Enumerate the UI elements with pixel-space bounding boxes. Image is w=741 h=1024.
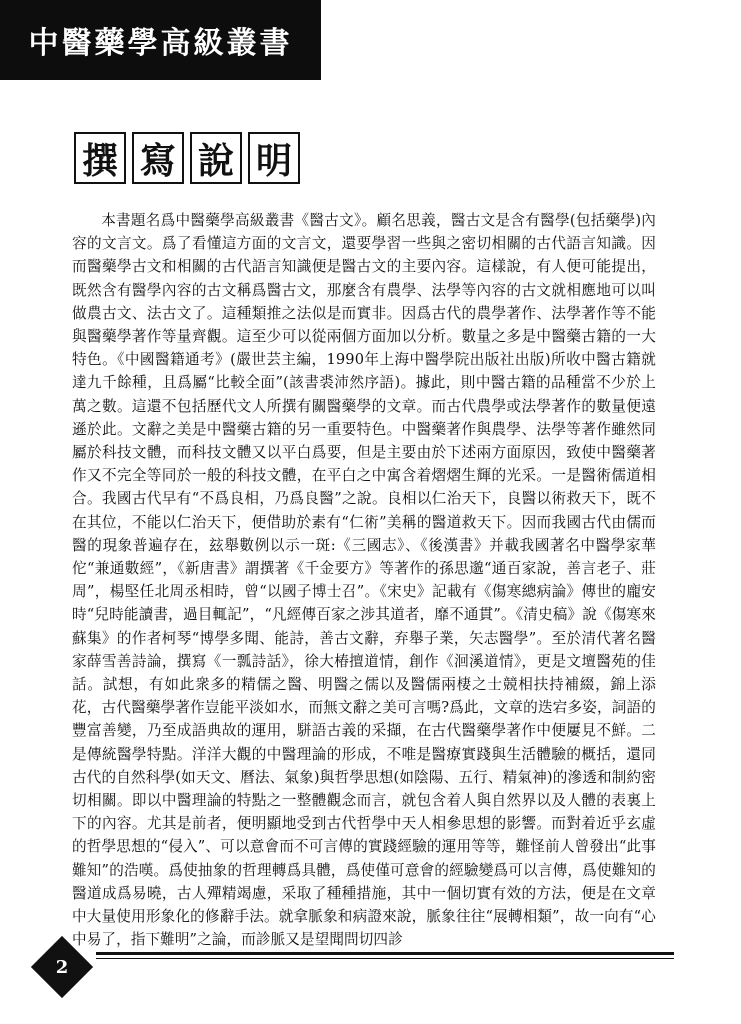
page-number-badge xyxy=(31,936,93,998)
series-title-banner xyxy=(0,0,321,80)
page-number: 2 xyxy=(55,956,69,978)
section-title-char: 說 xyxy=(190,132,242,184)
section-title-char: 寫 xyxy=(132,132,184,184)
section-title-char: 撰 xyxy=(74,132,126,184)
body-paragraph: 本書題名爲中醫藥學高級叢書《醫古文》。顧名思義，醫古文是含有醫學(包括藥學)內容的文言文。爲了看懂這方面的文言文，還要學習一些與之密切相關的古代語言知識。因而醫藥學古文和相關的古代語言知識便是醫古文的主要內容。這樣說，有人便可能提出，既然含有醫學內容的古文稱爲醫古文，那麼含有農學、法學等內容的古文就相應地可以叫做農古文、法古文了。這種類推之法似是而實非。因爲古代的農學著作、法學著作等不能與醫藥學著作等量齊觀。這至少可以從兩個方面加以分析。數量之多是中醫藥古籍的一大特色。《中國醫籍通考》(嚴世芸主編，1990年上海中醫學院出版社出版)所收中醫古籍就達九千餘種，且爲屬“比較全面”(該書裘沛然序語)。據此，則中醫古籍的品種當不少於上萬之數。這還不包括歷代文人所撰有關醫藥學的文章。而古代農學或法學著作的數量便遠遜於此。文辭之美是中醫藥古籍的另一重要特色。中醫藥著作與農學、法學等著作雖然同屬於科技文體，而科技文體又以平白爲要，但是主要由於下述兩方面原因，致使中醫藥著作又不完全等同於一般的科技文體，在平白之中寓含着熠熠生輝的光采。一是醫術儒道相合。我國古代早有“不爲良相，乃爲良醫”之說。良相以仁治天下，良醫以術救天下，既不在其位，不能以仁治天下，便借助於素有“仁術”美稱的醫道救天下。因而我國古代由儒而醫的現象普遍存在，玆舉數例以示一斑:《三國志》、《後漢書》并載我國著名中醫學家華佗“兼通數經”，《新唐書》謂撰著《千金要方》等著作的孫思邈“通百家說，善言老子、莊周”，楊堅任北周丞相時，曾“以國子博士召”。《宋史》記載有《傷寒總病論》傳世的龐安時“兒時能讀書，過目輒記”，“凡經傳百家之涉其道者，靡不通貫”。《清史稿》說《傷寒來蘇集》的作者柯琴“博學多聞、能詩，善古文辭，弃舉子業，矢志醫學”。至於清代著名醫家薛雪善詩論，撰寫《一瓢詩話》，徐大椿擅道情，創作《洄溪道情》，更是文壇醫苑的佳話。試想，有如此衆多的精儒之醫、明醫之儒以及醫儒兩棲之士競相扶持補綴，錦上添花，古代醫藥學著作豈能平淡如水，而無文辭之美可言嗎?爲此，文章的迭宕多姿，詞語的豐富善變，乃至成語典故的運用，駢語古義的采擷，在古代醫藥學著作中便屢見不鮮。二是傳統醫學特點。洋洋大觀的中醫理論的形成，不唯是醫療實踐與生活體驗的概括，還同古代的自然科學(如天文、曆法、氣象)與哲學思想(如陰陽、五行、精氣神)的滲透和制約密切相關。即以中醫理論的特點之一整體觀念而言，就包含着人與自然界以及人體的表裏上下的內容。尤其是前者，便明顯地受到古代哲學中天人相參思想的影響。而對着近乎玄虛的哲學思想的“侵入”、可以意會而不可言傳的實踐經驗的運用等等，難怪前人曾發出“此事難知”的浩嘆。爲使抽象的哲理轉爲具體，爲使僅可意會的經驗變爲可以言傳，爲使難知的醫道成爲易曉，古人殫精竭慮，采取了種種措施，其中一個切實有效的方法，便是在文章中大量使用形象化的修辭手法。就拿脈象和病證來說，脈象往往“展轉相類”，故一向有“心中易了，指下難明”之論，而診脈又是望聞問切四診 xyxy=(72,212,656,949)
footer-rule xyxy=(96,952,674,959)
section-title-char: 明 xyxy=(248,132,300,184)
body-text xyxy=(72,209,656,952)
series-title: 中醫藥學高級叢書 xyxy=(28,26,293,61)
section-title xyxy=(74,132,300,184)
